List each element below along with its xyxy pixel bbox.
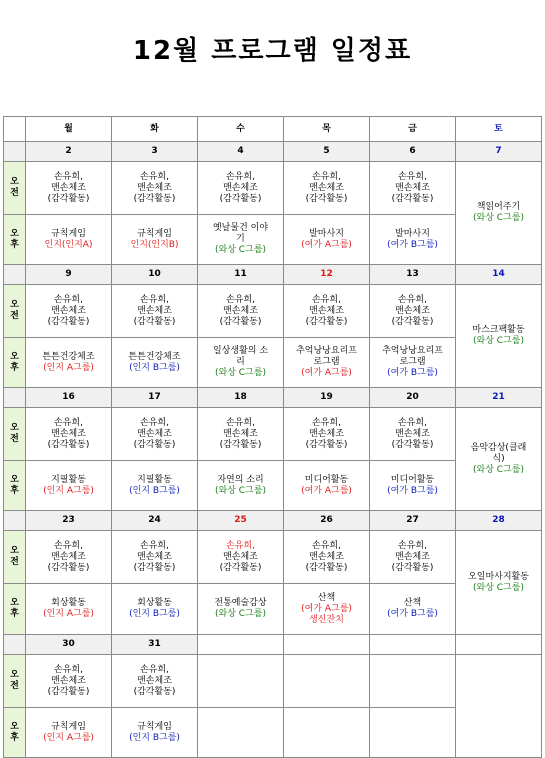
date-cell: 20 [370, 388, 456, 408]
activity-line: 자연의 소리 [217, 474, 264, 485]
activity-line: 맨손체조 [309, 182, 344, 193]
activity-line: 리 [236, 357, 245, 367]
am-activity-cell [112, 285, 198, 338]
pm-activity-cell [112, 708, 198, 758]
activity-line: 맨손체조 [395, 182, 430, 193]
pm-label-char: 오 [10, 598, 19, 608]
am-label-char: 오 [10, 177, 19, 187]
am-row [4, 531, 542, 584]
activity-line: 튼튼건강체조 [128, 351, 181, 362]
am-label-char: 전 [10, 434, 19, 444]
activity-line: 전통예술감상 [214, 598, 267, 608]
activity-line: 발마사지 [395, 228, 430, 239]
date-cell: 31 [112, 635, 198, 655]
pm-label-char: 오 [10, 228, 19, 239]
am-row [4, 285, 542, 338]
activity-line: 생신잔치 [309, 614, 344, 625]
date-cell: 3 [112, 142, 198, 162]
activity-line: 맨손체조 [51, 305, 86, 316]
date-cell: 13 [370, 265, 456, 285]
date-cell: 27 [370, 511, 456, 531]
activity-line: 규칙게임 [137, 721, 172, 732]
activity-line: 맨손체조 [395, 551, 430, 562]
pm-label-char: 오 [10, 721, 19, 732]
pm-label-char: 오 [10, 351, 19, 362]
activity-line: 손유희, [140, 171, 169, 182]
weekday-월: 월 [26, 117, 112, 142]
am-activity-cell [370, 285, 456, 338]
activity-line: 맨손체조 [51, 428, 86, 439]
activity-line: 손유희, [226, 540, 255, 551]
activity-line: 맨손체조 [137, 428, 172, 439]
pm-activity-cell [198, 708, 284, 758]
activity-line: 미디어활동 [390, 474, 435, 485]
am-activity-cell [284, 655, 370, 708]
pm-activity-cell [198, 461, 284, 511]
activity-line: 맨손체조 [223, 551, 258, 562]
activity-line: (감각활동) [133, 562, 176, 573]
activity-line: 추억낭낭요리프 [382, 346, 443, 356]
activity-line: 손유희, [226, 417, 255, 428]
activity-line: (감각활동) [219, 193, 262, 204]
activity-line: (감각활동) [219, 439, 262, 450]
pm-activity-cell [112, 461, 198, 511]
activity-line: 손유희, [54, 294, 83, 305]
weekday-수: 수 [198, 117, 284, 142]
pm-activity-cell [284, 461, 370, 511]
am-activity-cell [370, 408, 456, 461]
weekday-목: 목 [284, 117, 370, 142]
activity-line: 규칙게임 [51, 721, 86, 732]
activity-line: (감각활동) [47, 193, 90, 204]
activity-line: 손유희, [140, 294, 169, 305]
am-activity-cell [112, 531, 198, 584]
activity-line: 손유희, [398, 171, 427, 182]
date-row [4, 511, 542, 531]
date-cell: 28 [456, 511, 542, 531]
date-cell: 12 [284, 265, 370, 285]
pm-label-char: 후 [10, 609, 19, 619]
date-cell: 14 [456, 265, 542, 285]
activity-line: (인지 A그룹) [43, 362, 94, 373]
activity-line: 손유희, [140, 417, 169, 428]
pm-activity-cell [370, 708, 456, 758]
activity-line: 맨손체조 [51, 182, 86, 193]
date-row [4, 142, 542, 162]
activity-line: (감각활동) [219, 562, 262, 573]
pm-label-char: 후 [10, 362, 19, 373]
pm-activity-cell [370, 215, 456, 265]
am-activity-cell [112, 408, 198, 461]
am-label-char: 오 [10, 300, 19, 310]
activity-line: 미디어활동 [304, 474, 349, 485]
activity-line: (와상 C그룹) [215, 245, 266, 255]
activity-line: 맨손체조 [137, 551, 172, 562]
activity-line: 회상활동 [51, 598, 86, 608]
activity-line: (여가 B그룹) [387, 368, 438, 378]
activity-line: 손유희, [226, 294, 255, 305]
date-cell: 19 [284, 388, 370, 408]
pm-activity-cell [284, 338, 370, 388]
date-row [4, 635, 542, 655]
activity-line: 손유희, [312, 171, 341, 182]
activity-line: 손유희, [398, 294, 427, 305]
date-row-label [4, 265, 26, 285]
am-row [4, 162, 542, 215]
activity-line: 산책 [403, 598, 422, 608]
activity-line: 손유희, [140, 664, 169, 675]
activity-line: 지필활동 [137, 474, 172, 485]
saturday-activity-cell [456, 531, 542, 635]
am-label-char: 오 [10, 546, 19, 556]
activity-line: 맨손체조 [309, 551, 344, 562]
activity-line: 맨손체조 [223, 305, 258, 316]
activity-line: 맨손체조 [395, 305, 430, 316]
activity-line: (인지 B그룹) [129, 362, 180, 373]
saturday-activity-cell [456, 162, 542, 265]
pm-activity-cell [370, 461, 456, 511]
am-activity-cell [198, 655, 284, 708]
date-cell [370, 635, 456, 655]
am-activity-cell [198, 408, 284, 461]
activity-line: (감각활동) [133, 686, 176, 697]
activity-line: 규칙게임 [137, 228, 172, 239]
weekday-화: 화 [112, 117, 198, 142]
pm-activity-cell [26, 708, 112, 758]
am-activity-cell [26, 408, 112, 461]
activity-line: 튼튼건강체조 [42, 351, 95, 362]
activity-line: 추억낭낭요리프 [296, 346, 357, 356]
am-activity-cell [26, 285, 112, 338]
activity-line: (감각활동) [391, 439, 434, 450]
activity-line: 맨손체조 [51, 551, 86, 562]
weekday-토: 토 [456, 117, 542, 142]
am-activity-cell [284, 531, 370, 584]
activity-line: 지필활동 [51, 474, 86, 485]
pm-activity-cell [26, 584, 112, 635]
am-activity-cell [284, 408, 370, 461]
pm-label-char: 후 [10, 732, 19, 743]
activity-line: (인지 B그룹) [129, 732, 180, 743]
pm-label-char: 오 [10, 474, 19, 485]
activity-line: (와상 C그룹) [473, 582, 524, 593]
date-row-label [4, 142, 26, 162]
activity-line: (와상 C그룹) [473, 213, 524, 223]
date-cell: 23 [26, 511, 112, 531]
am-row [4, 408, 542, 461]
am-activity-cell [198, 285, 284, 338]
activity-line: (인지 B그룹) [129, 485, 180, 496]
date-cell: 2 [26, 142, 112, 162]
activity-line: 맨손체조 [309, 305, 344, 316]
date-cell: 6 [370, 142, 456, 162]
activity-line: (와상 C그룹) [215, 609, 266, 619]
am-label-char: 오 [10, 423, 19, 433]
corner-cell [4, 117, 26, 142]
activity-line: 손유희, [398, 417, 427, 428]
date-cell: 26 [284, 511, 370, 531]
pm-activity-cell [112, 215, 198, 265]
pm-activity-cell [284, 215, 370, 265]
activity-line: (감각활동) [391, 193, 434, 204]
date-cell: 11 [198, 265, 284, 285]
activity-line: 맨손체조 [137, 182, 172, 193]
date-cell [198, 635, 284, 655]
pm-label [4, 215, 26, 265]
am-label [4, 531, 26, 584]
activity-line: (감각활동) [47, 562, 90, 573]
activity-line: (감각활동) [305, 439, 348, 450]
date-row-label [4, 388, 26, 408]
activity-line: (감각활동) [47, 316, 90, 327]
activity-line: (감각활동) [133, 193, 176, 204]
date-cell: 24 [112, 511, 198, 531]
date-row-label [4, 511, 26, 531]
am-activity-cell [284, 162, 370, 215]
date-row [4, 388, 542, 408]
activity-line: (와상 C그룹) [215, 368, 266, 378]
am-label-char: 전 [10, 557, 19, 567]
activity-line: 책읽어주기 [476, 202, 521, 212]
am-activity-cell [26, 655, 112, 708]
pm-activity-cell [26, 215, 112, 265]
am-activity-cell [112, 655, 198, 708]
pm-activity-cell [112, 338, 198, 388]
activity-line: (여가 B그룹) [387, 239, 438, 250]
date-cell: 4 [198, 142, 284, 162]
pm-activity-cell [26, 461, 112, 511]
am-label-char: 전 [10, 681, 19, 691]
activity-line: (감각활동) [47, 686, 90, 697]
date-cell: 10 [112, 265, 198, 285]
activity-line: 손유희, [312, 540, 341, 551]
activity-line: 맨손체조 [137, 305, 172, 316]
pm-activity-cell [198, 338, 284, 388]
activity-line: (여가 A그룹) [301, 239, 352, 250]
date-cell: 17 [112, 388, 198, 408]
date-cell [456, 635, 542, 655]
pm-activity-cell [112, 584, 198, 635]
saturday-activity-cell [456, 655, 542, 758]
pm-label [4, 708, 26, 758]
activity-line: 마스크팩활동 [472, 325, 525, 335]
activity-line: 일상생활의 소 [212, 346, 269, 356]
activity-line: 식) [492, 453, 505, 464]
activity-line: 인지(인지A) [44, 239, 93, 250]
date-cell: 30 [26, 635, 112, 655]
am-activity-cell [198, 531, 284, 584]
am-label-char: 전 [10, 311, 19, 321]
activity-line: 로그램 [399, 357, 426, 367]
activity-line: (감각활동) [305, 193, 348, 204]
activity-line: 음악감상(클래 [470, 442, 527, 453]
date-cell: 5 [284, 142, 370, 162]
am-activity-cell [112, 162, 198, 215]
date-cell [284, 635, 370, 655]
page-title: 12월 프로그램 일정표 [132, 36, 413, 66]
activity-line: 기 [236, 234, 245, 244]
activity-line: 로그램 [313, 357, 340, 367]
activity-line: 인지(인지B) [130, 239, 179, 250]
activity-line: 손유희, [312, 417, 341, 428]
weekday-금: 금 [370, 117, 456, 142]
weekday-header-row [4, 117, 542, 142]
activity-line: (감각활동) [219, 316, 262, 327]
activity-line: 맨손체조 [309, 428, 344, 439]
date-row-label [4, 635, 26, 655]
am-row [4, 655, 542, 708]
am-label-char: 전 [10, 188, 19, 198]
pm-label-char: 후 [10, 239, 19, 250]
am-label [4, 655, 26, 708]
activity-line: (여가 A그룹) [301, 485, 352, 496]
date-row [4, 265, 542, 285]
date-cell: 16 [26, 388, 112, 408]
date-cell: 9 [26, 265, 112, 285]
am-label [4, 285, 26, 338]
activity-line: (감각활동) [391, 316, 434, 327]
activity-line: (여가 B그룹) [387, 609, 438, 619]
activity-line: (여가 A그룹) [301, 603, 352, 614]
pm-activity-cell [198, 584, 284, 635]
activity-line: (감각활동) [133, 316, 176, 327]
pm-label-char: 후 [10, 485, 19, 496]
am-activity-cell [26, 162, 112, 215]
date-cell: 7 [456, 142, 542, 162]
pm-activity-cell [198, 215, 284, 265]
am-label-char: 오 [10, 670, 19, 680]
activity-line: 손유희, [54, 664, 83, 675]
activity-line: 손유희, [398, 540, 427, 551]
am-activity-cell [26, 531, 112, 584]
activity-line: 옛날물건 이야 [212, 223, 269, 233]
am-activity-cell [284, 285, 370, 338]
pm-activity-cell [26, 338, 112, 388]
activity-line: 회상활동 [137, 598, 172, 608]
pm-activity-cell [370, 338, 456, 388]
activity-line: (감각활동) [133, 439, 176, 450]
activity-line: (여가 B그룹) [387, 485, 438, 496]
am-activity-cell [198, 162, 284, 215]
date-cell: 21 [456, 388, 542, 408]
am-activity-cell [370, 162, 456, 215]
activity-line: 맨손체조 [223, 428, 258, 439]
activity-line: 맨손체조 [137, 675, 172, 686]
am-activity-cell [370, 655, 456, 708]
activity-line: (감각활동) [305, 316, 348, 327]
activity-line: (인지 A그룹) [43, 732, 94, 743]
am-label [4, 162, 26, 215]
am-activity-cell [370, 531, 456, 584]
activity-line: 손유희, [54, 417, 83, 428]
activity-line: (인지 A그룹) [43, 609, 94, 619]
activity-line: 규칙게임 [51, 228, 86, 239]
pm-activity-cell [370, 584, 456, 635]
pm-activity-cell [284, 708, 370, 758]
am-label [4, 408, 26, 461]
pm-label [4, 461, 26, 511]
activity-line: 맨손체조 [223, 182, 258, 193]
saturday-activity-cell [456, 285, 542, 388]
activity-line: (감각활동) [305, 562, 348, 573]
activity-line: (와상 C그룹) [473, 464, 524, 475]
activity-line: (와상 C그룹) [215, 485, 266, 496]
pm-label [4, 338, 26, 388]
activity-line: (인지 A그룹) [43, 485, 94, 496]
activity-line: (여가 A그룹) [301, 368, 352, 378]
activity-line: (감각활동) [47, 439, 90, 450]
activity-line: 손유희, [140, 540, 169, 551]
activity-line: (감각활동) [391, 562, 434, 573]
activity-line: 발마사지 [309, 228, 344, 239]
activity-line: 손유희, [312, 294, 341, 305]
activity-line: 손유희, [54, 171, 83, 182]
activity-line: (와상 C그룹) [473, 336, 524, 346]
activity-line: 맨손체조 [395, 428, 430, 439]
pm-activity-cell [284, 584, 370, 635]
activity-line: 손유희, [54, 540, 83, 551]
pm-label [4, 584, 26, 635]
activity-line: 오일마사지활동 [468, 571, 529, 582]
activity-line: 산책 [317, 592, 336, 603]
schedule-table [3, 116, 542, 758]
date-cell: 18 [198, 388, 284, 408]
activity-line: (인지 B그룹) [129, 609, 180, 619]
saturday-activity-cell [456, 408, 542, 511]
activity-line: 맨손체조 [51, 675, 86, 686]
date-cell: 25 [198, 511, 284, 531]
activity-line: 손유희, [226, 171, 255, 182]
